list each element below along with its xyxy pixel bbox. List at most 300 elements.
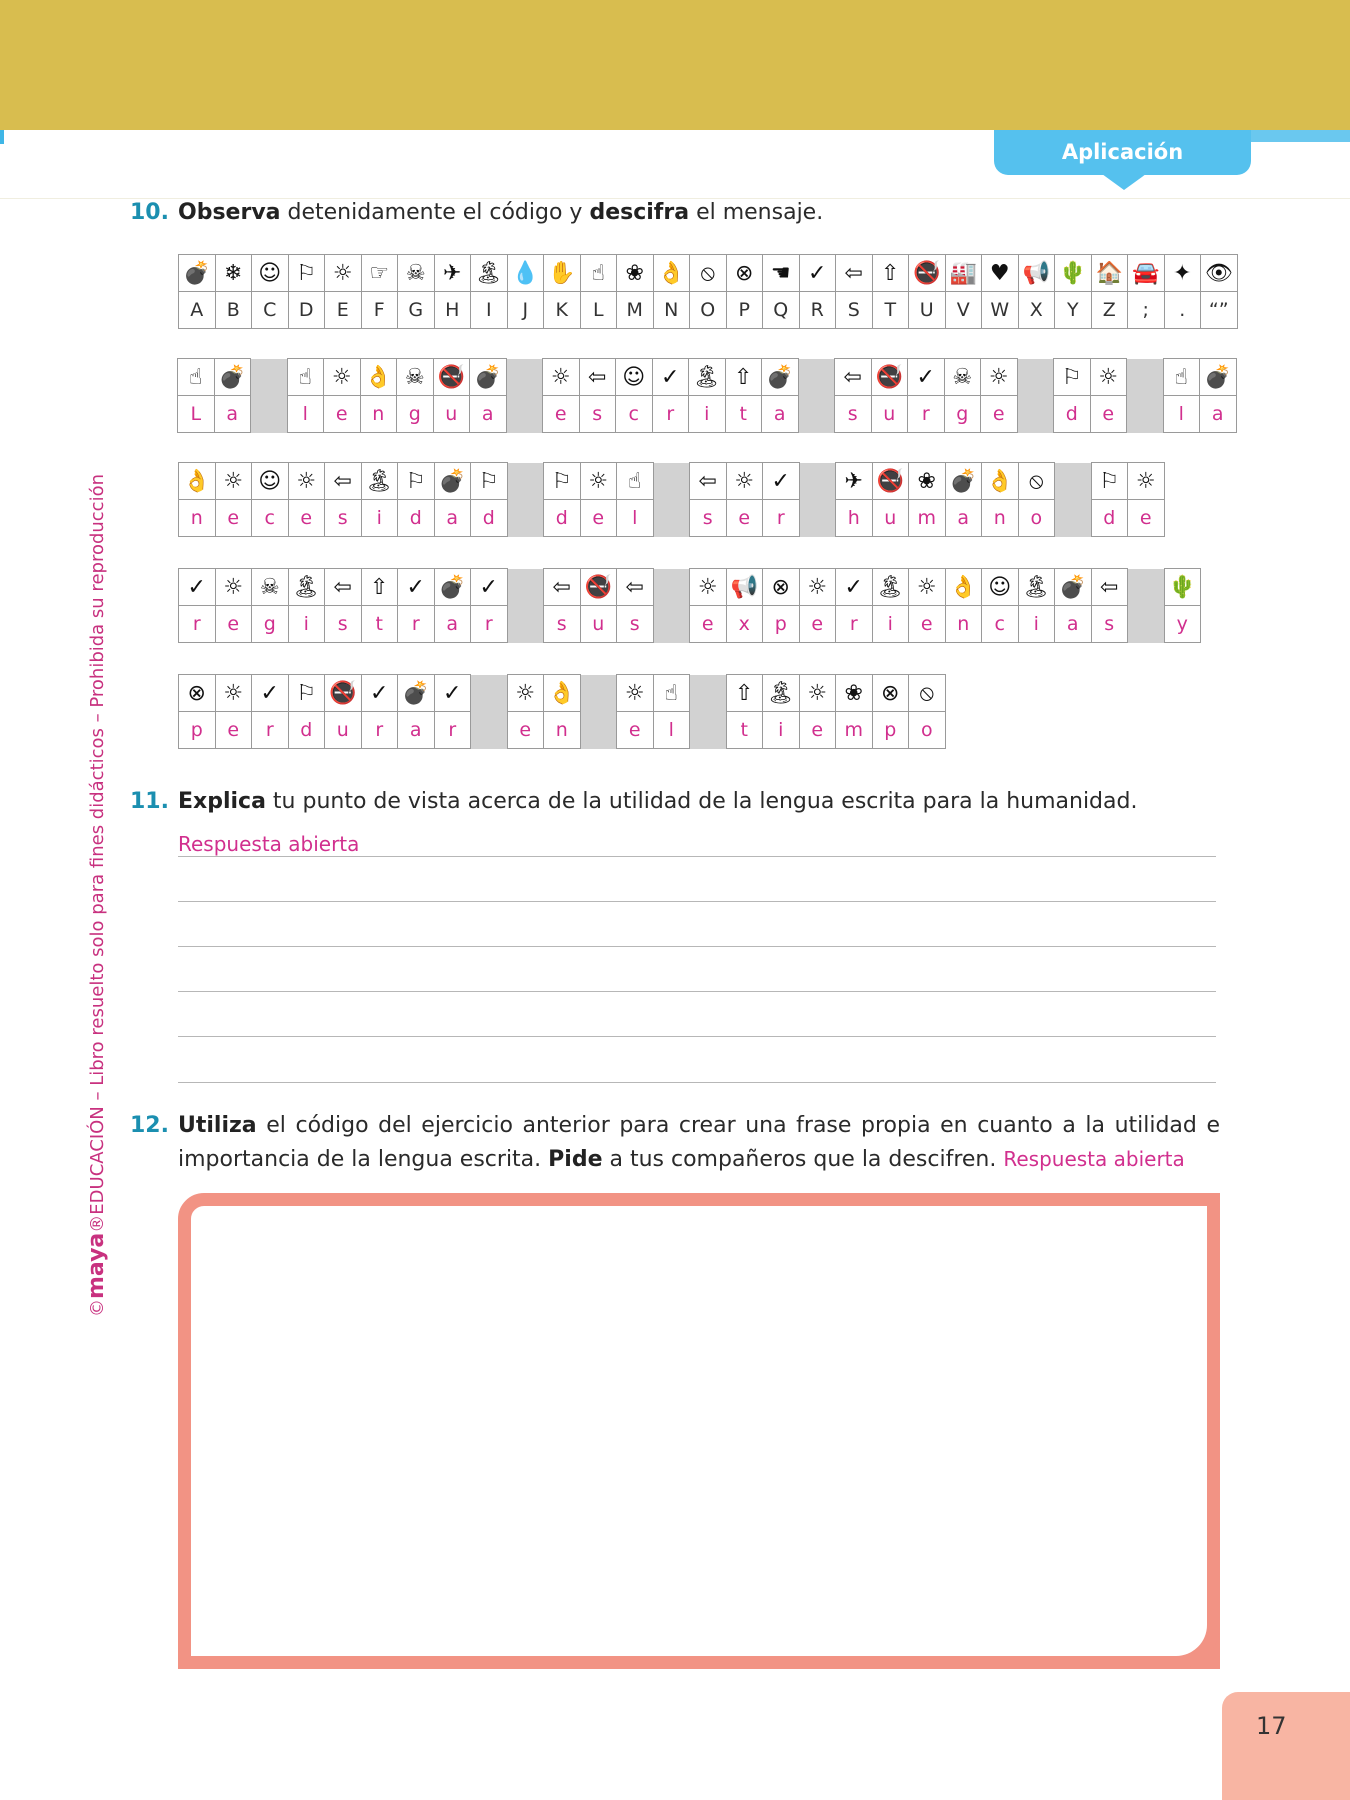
message-symbol-icon: ✓ [434,675,471,712]
decoded-letter: p [872,712,909,749]
code-letter: Z [1091,292,1128,329]
code-letter: Q [763,292,800,329]
message-symbol-icon: ☼ [580,463,617,500]
decoded-letter: e [1128,500,1165,537]
answer-line[interactable] [178,1082,1216,1083]
decoded-letter: d [1054,396,1091,433]
message-symbol-icon: ☼ [1128,463,1165,500]
message-symbol-icon: ☼ [909,569,946,606]
code-letter: N [653,292,690,329]
message-symbol-icon: ✓ [252,675,289,712]
code-symbol-icon: ✦ [1164,255,1201,292]
decoded-letter: e [1090,396,1127,433]
code-letter: F [361,292,398,329]
code-key-letter-row [179,292,1238,329]
message-symbol-icon: ⊗ [872,675,909,712]
decoded-letter: s [835,396,872,433]
message-symbol-icon: ☝ [178,359,215,396]
word-gap [653,569,690,606]
code-key-symbol-row [179,255,1238,292]
decoded-letter: a [1055,606,1092,643]
message-symbol-icon: ⇧ [726,675,763,712]
message-symbol-icon: ⚐ [1091,463,1128,500]
word-gap [653,606,690,643]
code-letter: K [544,292,581,329]
q10-prompt [178,200,823,225]
header-edge-accent [0,130,4,144]
message-letter-row [179,606,1201,643]
word-gap [690,712,727,749]
decoded-letter: l [617,500,654,537]
code-letter: G [398,292,435,329]
message-symbol-icon: ☝ [617,463,654,500]
q11-number: 11. [130,789,169,814]
message-symbol-icon: ☼ [215,463,252,500]
message-symbol-icon: 💣 [214,359,251,396]
code-symbol-icon: 🏝 [471,255,508,292]
code-letter: M [617,292,654,329]
message-symbol-icon: ✓ [471,569,508,606]
message-letter-row [178,396,1237,433]
decoded-letter: r [908,396,945,433]
copyright-symbol: © [87,1299,108,1317]
decoded-letter: e [799,712,836,749]
decoded-letter: e [580,500,617,537]
q10-text-2: el mensaje. [689,200,824,225]
code-letter: A [179,292,216,329]
decoded-letter: p [179,712,216,749]
word-gap [506,396,543,433]
q12-verb-utiliza: Utiliza [178,1113,257,1138]
message-symbol-icon: 👌 [360,359,397,396]
decoded-letter: e [909,606,946,643]
message-symbol-icon: ✓ [763,463,800,500]
decoded-letter: d [398,500,435,537]
code-symbol-icon: ⦸ [690,255,727,292]
q11-answer: Respuesta abierta [178,832,360,856]
decoded-letter: e [981,396,1018,433]
message-symbol-icon: ☼ [726,463,763,500]
message-symbol-icon: 🌵 [1164,569,1201,606]
code-letter: V [945,292,982,329]
word-gap [1128,606,1165,643]
copyright-text: EDUCACIÓN – Libro resuelto solo para fines didácticos – Prohibida su reproducción [87,473,108,1215]
message-symbol-icon: ⇧ [725,359,762,396]
message-symbol-icon: ☠ [397,359,434,396]
message-symbol-icon: 💣 [470,359,507,396]
decoded-letter: e [543,396,580,433]
word-gap [798,396,835,433]
decoded-letter: i [689,396,726,433]
page-number: 17 [1256,1712,1287,1740]
message-symbol-icon: ☝ [653,675,690,712]
decoded-letter: u [325,712,362,749]
q10-text-1: detenidamente el código y [280,200,590,225]
decoded-letter: r [434,712,471,749]
code-symbol-icon: ☞ [361,255,398,292]
decoded-letter: n [179,500,216,537]
message-symbol-icon: 🏝 [288,569,325,606]
code-symbol-icon: 🌵 [1055,255,1092,292]
message-row-1 [177,358,1237,433]
word-gap [799,463,836,500]
code-symbol-icon: ✓ [799,255,836,292]
q10-verb-descifra: descifra [589,200,690,225]
word-gap [471,712,508,749]
decoded-letter: l [1163,396,1200,433]
message-symbol-icon: 🏝 [872,569,909,606]
message-symbol-icon: ☝ [1163,359,1200,396]
answer-line[interactable] [178,946,1216,947]
decoded-letter: r [252,712,289,749]
code-symbol-icon: ✈ [434,255,471,292]
decoded-letter: r [763,500,800,537]
message-symbol-icon: ☼ [1090,359,1127,396]
answer-line[interactable] [178,856,1216,857]
message-symbol-icon: ✓ [652,359,689,396]
message-symbol-icon: ⚐ [471,463,508,500]
code-symbol-icon: 💧 [507,255,544,292]
code-symbol-icon: ❀ [617,255,654,292]
decoded-letter: s [325,500,362,537]
code-letter: D [288,292,325,329]
code-letter: U [909,292,946,329]
decoded-letter: s [544,606,581,643]
decoded-letter: u [580,606,617,643]
word-gap [507,463,544,500]
message-symbol-icon: ⇦ [325,463,362,500]
q11-text: tu punto de vista acerca de la utilidad de la lengua escrita para la humanidad. [265,789,1138,814]
word-gap [507,606,544,643]
decoded-letter: i [872,606,909,643]
message-symbol-icon: ✓ [361,675,398,712]
code-letter: E [325,292,362,329]
answer-line[interactable] [178,901,1216,902]
decoded-letter: s [1091,606,1128,643]
message-symbol-icon: ⚐ [544,463,581,500]
code-letter: Y [1055,292,1092,329]
header-band [0,0,1350,130]
word-gap [1055,463,1092,500]
decoded-letter: h [836,500,873,537]
code-symbol-icon: ⊗ [726,255,763,292]
message-symbol-icon: ☼ [543,359,580,396]
decoded-letter: r [471,606,508,643]
message-symbol-icon: ☺ [616,359,653,396]
decoded-letter: a [470,396,507,433]
decoded-letter: m [836,712,873,749]
decoded-letter: e [215,606,252,643]
message-symbol-icon: ✓ [836,569,873,606]
word-gap [1055,500,1092,537]
code-letter: X [1018,292,1055,329]
decoded-letter: c [252,500,289,537]
message-symbol-icon: ❀ [836,675,873,712]
decoded-letter: d [288,712,325,749]
decoded-letter: y [1164,606,1201,643]
decoded-letter: i [763,712,800,749]
message-symbol-icon: ☼ [690,569,727,606]
message-symbol-icon: 💣 [434,569,471,606]
message-symbol-icon: ⇦ [325,569,362,606]
word-gap [251,359,288,396]
code-letter: I [471,292,508,329]
decoded-letter: L [178,396,215,433]
decoded-letter: a [762,396,799,433]
code-letter: H [434,292,471,329]
message-symbol-icon: 👌 [544,675,581,712]
word-gap [507,500,544,537]
word-gap [799,500,836,537]
message-symbol-icon: ⇦ [690,463,727,500]
message-symbol-icon: ⇧ [361,569,398,606]
decoded-letter: e [799,606,836,643]
message-symbol-icon: ⚐ [398,463,435,500]
message-symbol-icon: 💣 [398,675,435,712]
code-letter: O [690,292,727,329]
code-letter: “” [1201,292,1238,329]
decoded-letter: a [1200,396,1237,433]
code-symbol-icon: ☺ [252,255,289,292]
code-letter: L [580,292,617,329]
word-gap [580,675,617,712]
message-symbol-icon: 👌 [945,569,982,606]
decoded-letter: i [1018,606,1055,643]
code-symbol-icon: ☠ [398,255,435,292]
message-symbol-icon: 🏝 [689,359,726,396]
section-tab [994,130,1251,175]
code-letter: S [836,292,873,329]
q12-text-1: el código del ejercicio anterior para crear una frase propia en cuanto a la utilidad e [256,1113,1220,1138]
section-tab-pointer [1102,174,1146,190]
message-symbol-icon: 🏝 [361,463,398,500]
message-symbol-icon: ⇦ [544,569,581,606]
decoded-letter: d [544,500,581,537]
code-symbol-icon: 👌 [653,255,690,292]
word-gap [1127,396,1164,433]
word-gap [1017,396,1054,433]
code-symbol-icon: ☚ [763,255,800,292]
decoded-letter: r [179,606,216,643]
code-letter: . [1164,292,1201,329]
q12-text-3: a tus compañeros que la descifren. [602,1147,997,1172]
message-symbol-icon: 🚭 [872,463,909,500]
decoded-letter: r [652,396,689,433]
q12-number: 12. [130,1113,169,1138]
decoded-letter: e [690,606,727,643]
message-symbol-icon: 🚭 [325,675,362,712]
decoded-letter: o [909,712,946,749]
answer-line[interactable] [178,991,1216,992]
decoded-letter: e [288,500,325,537]
message-symbol-icon: ✓ [908,359,945,396]
message-symbol-icon: ⦸ [1018,463,1055,500]
decoded-letter: a [434,500,471,537]
copyright-note [84,474,109,1317]
q12-answer: Respuesta abierta [1003,1147,1185,1171]
decoded-letter: l [653,712,690,749]
decoded-letter: t [361,606,398,643]
code-symbol-icon: 🚘 [1128,255,1165,292]
message-row-2 [178,462,1165,537]
word-gap [1017,359,1054,396]
message-symbol-icon: 👌 [179,463,216,500]
code-letter: B [215,292,252,329]
message-symbol-icon: ☼ [288,463,325,500]
decoded-letter: r [836,606,873,643]
code-symbol-icon: ☝ [580,255,617,292]
code-symbol-icon: 📢 [1018,255,1055,292]
code-key-table [178,254,1238,329]
message-symbol-icon: 💣 [1055,569,1092,606]
message-symbol-icon: ☼ [617,675,654,712]
decoded-letter: r [361,712,398,749]
decoded-letter: e [507,712,544,749]
message-symbol-row [179,463,1165,500]
message-symbol-icon: ⚐ [1054,359,1091,396]
code-symbol-icon: 👁 [1201,255,1238,292]
message-symbol-icon: ⦸ [909,675,946,712]
message-symbol-icon: 💣 [1200,359,1237,396]
message-symbol-icon: ✓ [179,569,216,606]
decoded-letter: i [361,500,398,537]
word-gap [506,359,543,396]
message-symbol-icon: ⇦ [579,359,616,396]
message-symbol-icon: 🏝 [763,675,800,712]
word-gap [1128,569,1165,606]
message-symbol-row [179,675,946,712]
code-symbol-icon: ⇦ [836,255,873,292]
code-letter: J [507,292,544,329]
decoded-letter: s [579,396,616,433]
code-symbol-icon: ✋ [544,255,581,292]
decoded-letter: n [360,396,397,433]
decoded-letter: e [215,500,252,537]
brand-logo-text: maya [84,1232,109,1299]
q12-prompt-line-2 [178,1147,1185,1172]
decoded-letter: x [726,606,763,643]
message-symbol-icon: 🚭 [433,359,470,396]
decoded-letter: o [1018,500,1055,537]
code-letter: R [799,292,836,329]
code-letter: C [252,292,289,329]
decoded-letter: u [433,396,470,433]
q11-prompt [178,789,1137,814]
decoded-letter: a [945,500,982,537]
header-divider [0,198,1350,199]
message-symbol-icon: ☺ [252,463,289,500]
code-symbol-icon: 🏠 [1091,255,1128,292]
word-gap [1127,359,1164,396]
message-symbol-icon: ☼ [324,359,361,396]
message-row-3 [178,568,1201,643]
q12-prompt-line-1 [178,1113,1220,1138]
code-symbol-icon: ♥ [982,255,1019,292]
q12-verb-pide: Pide [548,1147,603,1172]
decoded-letter: e [215,712,252,749]
decoded-letter: s [690,500,727,537]
message-symbol-row [178,359,1237,396]
decoded-letter: l [287,396,324,433]
message-symbol-icon: 👌 [982,463,1019,500]
message-symbol-icon: 🚭 [580,569,617,606]
code-symbol-icon: ❄ [215,255,252,292]
q11-verb-explica: Explica [178,789,266,814]
decoded-letter: d [1091,500,1128,537]
message-symbol-icon: 📢 [726,569,763,606]
decoded-letter: s [325,606,362,643]
decoded-letter: g [944,396,981,433]
page-number-tab [1222,1692,1350,1800]
decoded-letter: e [726,500,763,537]
message-symbol-icon: ☼ [981,359,1018,396]
message-symbol-icon: ✈ [836,463,873,500]
word-gap [690,675,727,712]
message-symbol-icon: 💣 [945,463,982,500]
decoded-letter: g [397,396,434,433]
message-symbol-icon: ⊗ [179,675,216,712]
section-label: Aplicación [1061,140,1184,164]
decoded-letter: a [398,712,435,749]
decoded-letter: d [471,500,508,537]
code-letter: P [726,292,763,329]
q10-number: 10. [130,200,169,225]
message-symbol-icon: ⊗ [763,569,800,606]
message-symbol-row [179,569,1201,606]
code-letter: ; [1128,292,1165,329]
message-symbol-icon: ❀ [909,463,946,500]
message-symbol-icon: ⇦ [1091,569,1128,606]
q10-verb-observa: Observa [178,200,281,225]
message-symbol-icon: ☺ [982,569,1019,606]
word-gap [471,675,508,712]
message-symbol-icon: ✓ [398,569,435,606]
code-symbol-icon: 🏭 [945,255,982,292]
word-gap [798,359,835,396]
message-symbol-icon: ⇦ [835,359,872,396]
message-symbol-icon: ☼ [799,569,836,606]
message-symbol-icon: 🏝 [1018,569,1055,606]
decoded-letter: n [982,500,1019,537]
word-gap [507,569,544,606]
code-symbol-icon: ⚐ [288,255,325,292]
message-symbol-icon: 🚭 [871,359,908,396]
decoded-letter: m [909,500,946,537]
writing-frame[interactable] [178,1193,1220,1669]
word-gap [653,463,690,500]
message-symbol-icon: ☼ [799,675,836,712]
decoded-letter: c [982,606,1019,643]
word-gap [251,396,288,433]
message-letter-row [179,712,946,749]
word-gap [653,500,690,537]
code-symbol-icon: 💣 [179,255,216,292]
decoded-letter: e [324,396,361,433]
decoded-letter: u [871,396,908,433]
message-symbol-icon: 💣 [434,463,471,500]
code-letter: W [982,292,1019,329]
answer-line[interactable] [178,1036,1216,1037]
word-gap [580,712,617,749]
message-symbol-icon: ⇦ [617,569,654,606]
message-symbol-icon: ☠ [944,359,981,396]
message-symbol-icon: ☼ [507,675,544,712]
decoded-letter: s [617,606,654,643]
decoded-letter: a [434,606,471,643]
registered-symbol: ® [87,1214,108,1233]
message-row-4 [178,674,946,749]
message-symbol-icon: ☝ [287,359,324,396]
